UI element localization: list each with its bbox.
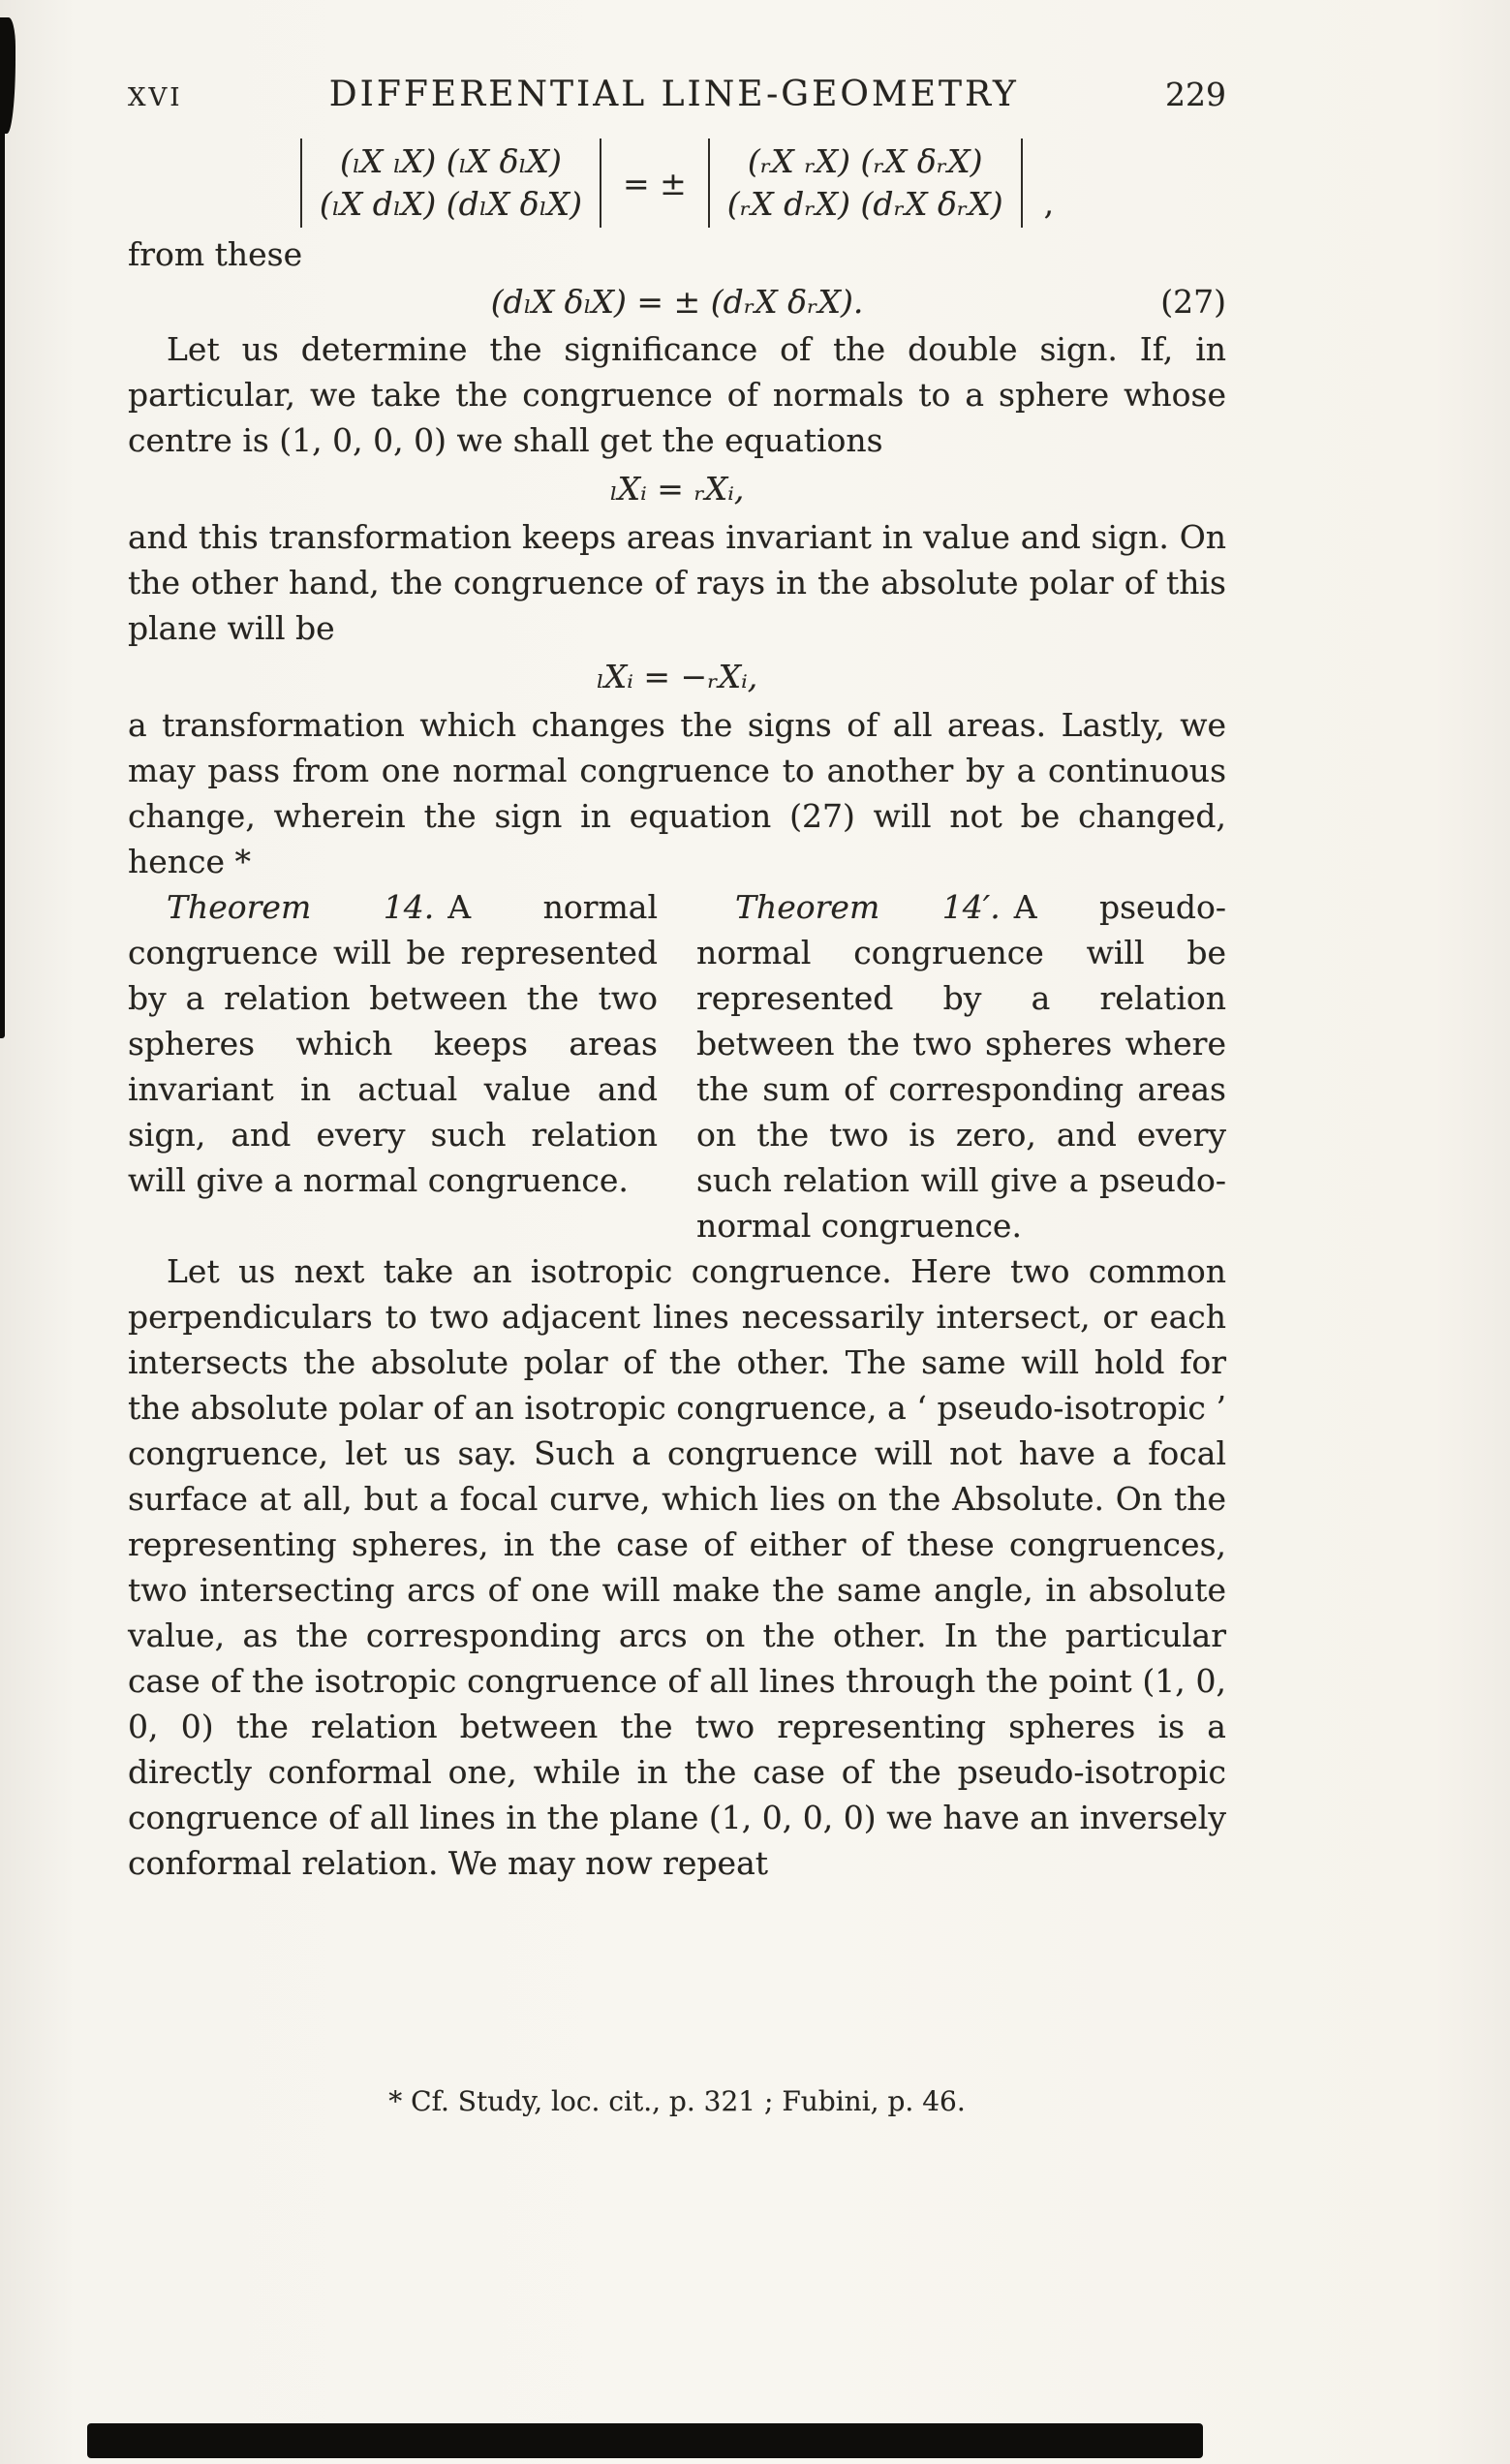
- equation-trailing-comma: ,: [1043, 184, 1055, 222]
- chapter-number: XVI: [128, 83, 183, 112]
- determinant-right-row-1: (ᵣX ᵣX) (ᵣX δᵣX): [747, 142, 983, 180]
- determinant-left-row-1: (ₗX ₗX) (ₗX δₗX): [339, 142, 562, 180]
- running-header: [128, 72, 1226, 121]
- equation-27-number: (27): [1160, 283, 1226, 321]
- paragraph-signs-change: a transformation which changes the signs of all areas. Lastly, we may pass from one normal congruence to another by a continuous change, wherein the sign in equation (27) will not be changed, hence *: [128, 706, 1226, 880]
- scan-artifact-bottom-bar: [87, 2423, 1203, 2458]
- theorem-14-body: A normal congruence will be represented by a relation between the two spheres which keeps areas invariant in actual value and sign, and every such relation will give a normal congruence.: [128, 888, 658, 1199]
- from-these-text: from these: [128, 235, 303, 273]
- paragraph-transformation-invariant: and this transformation keeps areas invariant in value and sign. On the other hand, the congruence of rays in the absolute polar of this plane will be: [128, 518, 1226, 647]
- theorem-14-prime-body: A pseudo-normal congruence will be represented by a relation between the two spheres where the sum of corresponding areas on the two is zero, and every such relation will give a pseudo-normal congruence.: [696, 888, 1226, 1245]
- scan-artifact-left-edge: [0, 128, 5, 1038]
- determinant-equation: [128, 139, 1226, 228]
- scan-artifact-corner: [0, 17, 15, 134]
- equation-27: [128, 279, 1226, 324]
- theorem-14-prime-title: Theorem 14′.: [735, 888, 1001, 926]
- equation-27-body: (dₗX δₗX) = ± (dᵣX δᵣX).: [490, 283, 864, 321]
- paragraph-double-sign: Let us determine the significance of the double sign. If, in particular, we take the congruence of normals to a sphere whose centre is (1, 0, 0, 0) we shall get the equations: [128, 330, 1226, 459]
- equation-relation-sign: = ±: [622, 164, 687, 202]
- theorem-14-title: Theorem 14.: [167, 888, 435, 926]
- footnote: * Cf. Study, loc. cit., p. 321 ; Fubini, p. 46.: [388, 2085, 966, 2117]
- theorem-columns: [128, 884, 1226, 1248]
- determinant-right-row-2: (ᵣX dᵣX) (dᵣX δᵣX): [726, 185, 1003, 223]
- page-number: 229: [1165, 76, 1226, 113]
- paragraph-isotropic-congruence: Let us next take an isotropic congruence. Here two common perpendiculars to two adjacent lines necessarily intersect, or each intersects the absolute polar of the other. The same will hold for the absolute polar of an isotropic congruence, a ‘ pseudo-isotropic ’ congruence, let us say. Such a congruence will not have a focal surface at all, but a focal curve, which lies on the Absolute. On the representing spheres, in the case of either of these congruences, two intersecting arcs of one will make the same angle, in absolute value, as the corresponding arcs on the other. In the particular case of the isotropic congruence of all lines through the point (1, 0, 0, 0) the relation between the two representing spheres is a directly conformal one, while in the case of the pseudo-isotropic congruence of all lines in the plane (1, 0, 0, 0) we have an inversely conformal relation. We may now repeat: [128, 1252, 1226, 1882]
- equation-negative: ₗXᵢ = −ᵣXᵢ,: [596, 658, 758, 695]
- determinant-left: [300, 139, 601, 228]
- equation-identity: ₗXᵢ = ᵣXᵢ,: [609, 470, 745, 508]
- determinant-right: [708, 139, 1023, 228]
- determinant-left-row-2: (ₗX dₗX) (dₗX δₗX): [319, 185, 582, 223]
- running-title: DIFFERENTIAL LINE-GEOMETRY: [328, 75, 1019, 114]
- text-block: [128, 72, 1226, 2117]
- theorem-14: [128, 884, 658, 1248]
- theorem-14-prime: [696, 884, 1226, 1248]
